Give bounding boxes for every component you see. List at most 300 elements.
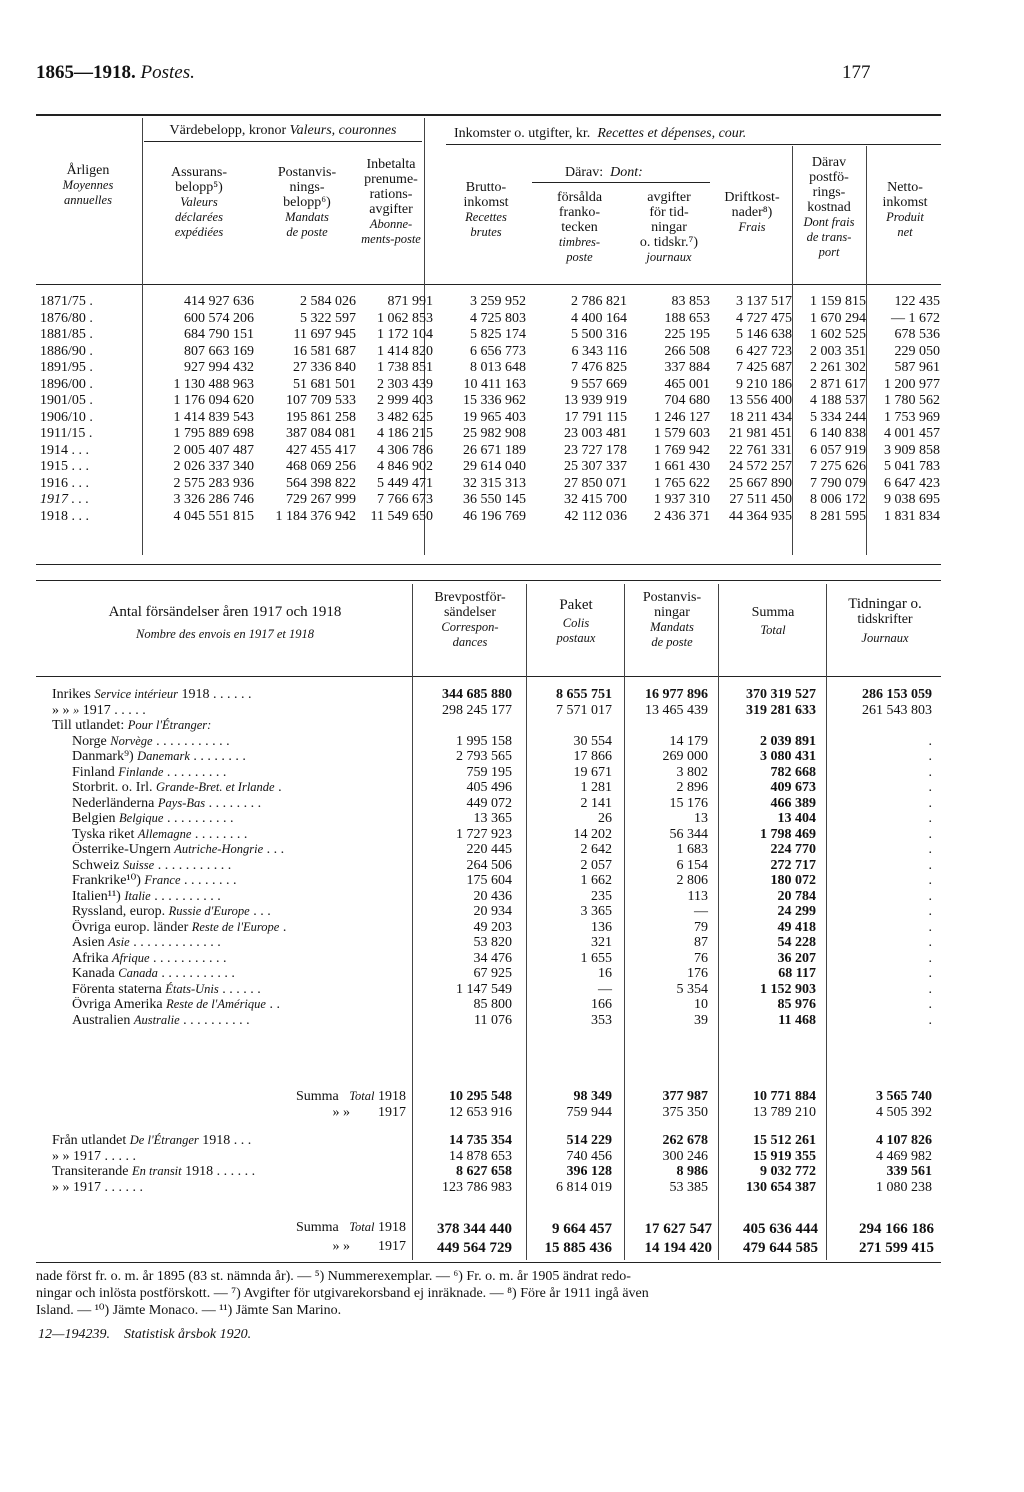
table-cell: 15 336 962	[463, 393, 526, 408]
sum-news: 3 565 740 4 505 392	[876, 1089, 932, 1120]
table-cell: 1 662	[580, 873, 612, 888]
table-cell: 759 195	[466, 764, 512, 780]
table-cell: 13 365	[473, 811, 512, 826]
table-cell: .	[928, 826, 932, 842]
col-header-total: Summa Total	[751, 605, 795, 637]
row-label-sv: Nederländerna	[72, 795, 155, 811]
table-cell: 1 159 815	[810, 294, 866, 309]
table-cell: 13	[694, 811, 708, 826]
row-label-year: . . . . . . . . . . .	[156, 733, 230, 749]
grand-parcels: 9 664 457 15 885 436	[544, 1221, 612, 1256]
table-cell: 79	[694, 919, 708, 935]
table-cell: 6 656 773	[470, 343, 526, 359]
row-label-fr: Asie	[108, 935, 130, 949]
table-cell: 85 976	[777, 997, 816, 1012]
table-cell: 9 210 186	[736, 376, 792, 392]
table-cell: —	[694, 904, 708, 919]
row-label	[52, 687, 402, 703]
table-cell: 10	[694, 997, 708, 1012]
table-cell: 3 080 431	[760, 749, 816, 764]
row-label-fr: »	[73, 702, 80, 717]
table-cell: 13 404	[777, 811, 816, 826]
table-cell: 1 995 158	[456, 733, 512, 749]
table-cell: 1 147 549	[456, 981, 512, 997]
table-cell: 14 735 354	[449, 1133, 512, 1148]
table-cell: 1906/10 .	[40, 409, 93, 425]
table-cell: 4 846 902	[377, 459, 433, 474]
row-label	[52, 827, 402, 843]
table-cell: 1 795 889 698	[173, 426, 254, 441]
table-cell: 23 003 481	[564, 426, 627, 441]
table-cell: 1 579 603	[654, 426, 710, 441]
table-cell: 44 364 935	[729, 508, 792, 524]
table-cell: .	[928, 873, 932, 888]
table-cell: 1 602 525	[810, 327, 866, 342]
divider	[142, 118, 143, 555]
row-label	[52, 951, 402, 967]
row-label	[52, 889, 402, 905]
row-label	[52, 1149, 402, 1165]
row-label	[52, 966, 402, 982]
row-label-sv: » »	[52, 702, 70, 718]
row-label-sv: Finland	[72, 764, 115, 780]
table-cell: 49 418	[777, 919, 816, 935]
row-label-year: 1917 . . . . .	[73, 1148, 136, 1164]
row-label-year: . . . . . . . . . . .	[153, 950, 227, 966]
table-cell: 1 414 839 543	[173, 409, 254, 425]
row-label-sv: Österrike-Ungern	[72, 842, 171, 857]
col-header-insured: Assurans- belopp⁵) Valeurs déclarées expédiées	[171, 165, 227, 239]
table-cell: 272 717	[770, 857, 816, 873]
table-cell	[626, 718, 708, 734]
table-cell: 1 281	[580, 780, 612, 795]
table-cell: 782 668	[770, 764, 816, 780]
row-label-fr: De l'Étranger	[129, 1133, 199, 1147]
row-label	[52, 1013, 402, 1029]
row-label	[52, 703, 402, 719]
col-header-postal-orders: Postanvis- nings- belopp⁶) Mandats de poste	[277, 165, 337, 239]
table-cell: 387 084 081	[286, 426, 356, 441]
sum-total: 10 771 884 13 789 210	[753, 1089, 816, 1120]
table-cell: 16	[598, 966, 612, 981]
row-label	[52, 765, 402, 781]
table-cell: 24 299	[777, 904, 816, 919]
group-header-values: Värdebelopp, kronor Valeurs, couronnes	[169, 123, 397, 138]
table-cell: 53 385	[669, 1179, 708, 1195]
table-cell: 466 389	[770, 795, 816, 811]
table-cell: 2 005 407 487	[173, 442, 254, 458]
table-cell: 5 825 174	[470, 327, 526, 342]
table-cell: 1911/15 .	[40, 426, 93, 441]
table-cell: 16 977 896	[645, 687, 708, 702]
table-cell: 27 850 071	[564, 475, 627, 491]
subscriptions-column	[356, 294, 433, 525]
table-cell: 266 508	[664, 343, 710, 359]
table-cell: 175 604	[466, 873, 512, 888]
table-cell: .	[928, 997, 932, 1012]
row-label-year: 1918 . . . . . .	[181, 687, 252, 702]
grand-total: 405 636 444 479 644 585	[743, 1221, 818, 1256]
table-cell: 9 557 669	[571, 376, 627, 392]
table-cell: .	[928, 950, 932, 966]
table-cell: .	[928, 764, 932, 780]
table-cell: 123 786 983	[442, 1179, 512, 1195]
table-cell: 6 140 838	[810, 426, 866, 441]
table-cell: 49 203	[473, 919, 512, 935]
row-label-year: . . . . . . . .	[184, 873, 237, 888]
col-header-parcels: Paket Colis postaux	[556, 597, 596, 645]
printer-mark: 12—194239. Statistisk årsbok 1920.	[38, 1327, 252, 1342]
parcels-column	[528, 687, 612, 1028]
row-label-sv: Afrika	[72, 950, 109, 966]
footnote-line-1: nade först fr. o. m. år 1895 (83 st. nämnda år). — ⁵) Nummerexemplar. — ⁶) Fr. o. m. år 1905 ändrat redo-	[36, 1269, 631, 1284]
header-rule-1	[36, 284, 941, 285]
row-label	[52, 997, 402, 1013]
row-label-sv: Från utlandet	[52, 1133, 127, 1148]
table-cell: 2 871 617	[810, 376, 866, 392]
table-cell: 3 326 286 746	[173, 492, 254, 507]
table-cell: 6 814 019	[556, 1179, 612, 1195]
row-label-fr: États-Unis	[165, 981, 219, 996]
table-cell: .	[928, 749, 932, 764]
table-cell: 1896/00 .	[40, 376, 93, 392]
col-header-expenses: Driftkost- nader⁸) Frais	[724, 190, 780, 234]
row-label-fr: Finlande	[118, 764, 164, 779]
grand-letters: 378 344 440 449 564 729	[437, 1221, 512, 1256]
row-label-sv: » »	[52, 1179, 70, 1195]
row-label-fr: Reste de l'Europe	[191, 919, 280, 934]
table-cell: 54 228	[777, 935, 816, 950]
table-cell: 32 415 700	[564, 492, 627, 507]
table-cell: 76	[694, 950, 708, 966]
row-label-year: . . . . . . . . . . .	[161, 966, 235, 981]
row-label	[52, 858, 402, 874]
table-cell: 1 062 853	[377, 310, 433, 326]
row-label	[52, 1180, 402, 1196]
table-cell: 1 184 376 942	[275, 508, 356, 524]
table-cell: 449 072	[466, 795, 512, 811]
table-cell: 18 211 434	[729, 409, 792, 425]
table-cell: 286 153 059	[862, 687, 932, 702]
table-cell: 2 303 439	[377, 376, 433, 392]
journal-fees-column	[628, 294, 710, 525]
table-cell: 8 627 658	[456, 1164, 512, 1179]
table-cell: 2 141	[580, 795, 612, 811]
table-cell: — 1 672	[891, 310, 940, 326]
table-cell: 1 738 851	[377, 360, 433, 375]
table-cell: 3 259 952	[470, 294, 526, 309]
row-label-fr: France	[144, 873, 181, 887]
table-cell: 17 791 115	[564, 409, 627, 425]
lower-parcels	[528, 1133, 612, 1195]
running-header-years: 1865—1918. Postes.	[36, 62, 195, 83]
table-cell: 14 179	[669, 733, 708, 749]
table-cell: 13 556 400	[729, 393, 792, 408]
row-label-sv: Italien¹¹)	[72, 888, 121, 904]
table-cell: 5 146 638	[736, 327, 792, 342]
table-cell: 5 322 597	[300, 310, 356, 326]
row-label-sv: Belgien	[72, 811, 116, 826]
table-cell: 2 436 371	[654, 508, 710, 524]
row-label-fr: Italie	[124, 888, 151, 903]
table-cell	[414, 718, 512, 734]
table-cell: 3 137 517	[736, 294, 792, 309]
row-label	[52, 811, 402, 827]
table-cell: 8 986	[676, 1164, 708, 1179]
table-cell: 224 770	[770, 842, 816, 857]
row-label	[52, 796, 402, 812]
table-cell: 261 543 803	[862, 702, 932, 718]
table-cell: 1 176 094 620	[173, 393, 254, 408]
table-cell: 36 207	[777, 950, 816, 966]
row-label	[52, 842, 402, 858]
table-cell: 27 511 450	[729, 492, 792, 507]
table-cell: .	[928, 857, 932, 873]
col-header-subscriptions: Inbetalta prenume- rations- avgifter Abonne- ments-poste	[361, 157, 421, 246]
table-cell: 87	[694, 935, 708, 950]
table-cell: 6 154	[676, 857, 708, 873]
table-cell: 68 117	[778, 966, 816, 981]
row-label-sv: Förenta staterna	[72, 981, 162, 997]
table-cell: 2 642	[580, 842, 612, 857]
page-number: 177	[842, 62, 871, 83]
lower-total	[720, 1133, 816, 1195]
table-cell: 3 482 625	[377, 409, 433, 425]
table-cell: 24 572 257	[729, 459, 792, 474]
row-label-fr: Afrique	[112, 950, 150, 965]
row-label-year: . . . . . . . .	[194, 826, 248, 842]
table-cell: 1 172 104	[377, 327, 433, 342]
table-cell: 11 076	[474, 1012, 512, 1028]
row-label-fr: Pays-Bas	[157, 795, 206, 810]
table-cell: 53 820	[473, 935, 512, 950]
table-cell: 1876/80 .	[40, 310, 93, 326]
row-label-fr: Grande-Bret. et Irlande	[156, 780, 275, 794]
table-cell: 7 790 079	[810, 475, 866, 491]
table-cell: 1 080 238	[876, 1179, 932, 1195]
table-cell: .	[928, 888, 932, 904]
table-cell: 6 057 919	[810, 442, 866, 458]
table-cell: 4 186 215	[377, 426, 433, 441]
row-label-year: . . .	[266, 842, 285, 857]
table-cell: 8 655 751	[556, 687, 612, 702]
table-cell: 83 853	[671, 294, 710, 309]
table-cell: 130 654 387	[746, 1179, 816, 1195]
divider	[624, 584, 625, 1260]
table-cell: 225 195	[664, 327, 710, 342]
col-header-letters: Brevpostför- sändelser Correspon- dances	[434, 590, 506, 649]
table-cell: 136	[591, 919, 612, 935]
row-label-fr: Russie d'Europe	[168, 904, 250, 918]
table-cell: 21 981 451	[729, 426, 792, 441]
row-label	[52, 780, 402, 796]
footnotes	[36, 1268, 946, 1343]
row-label-fr: Reste de l'Amérique	[166, 997, 266, 1011]
row-label-year: 1918 . . . . . .	[185, 1164, 256, 1179]
col-header-year: Årligen Moyennes annuelles	[62, 163, 114, 207]
table-cell: 229 050	[894, 343, 940, 359]
table-cell: 2 003 351	[810, 343, 866, 359]
table-cell: 1914 . . .	[40, 442, 89, 458]
table-cell: 2 896	[676, 780, 708, 795]
table-cell: 4 001 457	[884, 426, 940, 441]
table-cell: 220 445	[466, 842, 512, 857]
table-cell: 1 655	[580, 950, 612, 966]
table-cell: 195 861 258	[286, 409, 356, 425]
table-cell: 344 685 880	[442, 687, 512, 702]
col-header-journal-fees: avgifter för tid- ningar o. tidskr.⁷) journaux	[639, 190, 699, 264]
table-cell: 20 784	[777, 888, 816, 904]
newspapers-column	[828, 687, 932, 1028]
table-cell: 1901/05 .	[40, 393, 93, 408]
table-cell: 11 697 945	[293, 327, 356, 342]
table-cell: 409 673	[770, 780, 816, 795]
divider	[826, 584, 827, 1260]
year-column	[40, 294, 140, 525]
grand-label-block: Summa Total 1918 » » 1917	[295, 1220, 406, 1254]
table-cell: 2 793 565	[456, 749, 512, 764]
table-cell: .	[928, 811, 932, 826]
row-label	[52, 749, 402, 765]
table-cell: 14 878 653	[449, 1148, 512, 1164]
sum-label-block: Summa Total 1918 » » 1917	[295, 1089, 406, 1120]
table-cell: 1 765 622	[654, 475, 710, 491]
table-cell: 235	[591, 888, 612, 904]
sum-letters: 10 295 548 12 653 916	[449, 1089, 512, 1120]
footnote-line-3: Island. — ¹⁰) Jämte Monaco. — ¹¹) Jämte San Marino.	[36, 1303, 342, 1318]
table-cell: 3 909 858	[884, 442, 940, 458]
row-label-fr: Norvège	[110, 733, 153, 748]
row-label	[52, 935, 402, 951]
table-cell: 927 994 432	[184, 360, 254, 375]
table-cell: 46 196 769	[463, 508, 526, 524]
table-cell: 264 506	[466, 857, 512, 873]
table-cell: .	[928, 935, 932, 950]
table-cell: 8 006 172	[810, 492, 866, 507]
col-header-net: Netto- inkomst Produit net	[882, 180, 928, 239]
table-cell: 2 786 821	[571, 294, 627, 309]
table-cell: 176	[687, 966, 708, 981]
table-cell: 4 045 551 815	[173, 508, 254, 524]
table-cell: 2 806	[676, 873, 708, 888]
table-cell: 19 965 403	[463, 409, 526, 425]
col-header-gross: Brutto- inkomst Recettes brutes	[463, 180, 509, 239]
row-label	[52, 920, 402, 936]
row-label-year: . . . . . .	[222, 981, 261, 997]
table-cell: 1 130 488 963	[173, 376, 254, 392]
row-label-year: . . . . . . . . . .	[166, 811, 234, 826]
insured-column	[144, 294, 254, 525]
row-label	[52, 734, 402, 750]
table-cell: 1 414 820	[377, 343, 433, 359]
table-cell: 1871/75 .	[40, 294, 93, 309]
row-label-fr: Autriche-Hongrie	[174, 842, 264, 856]
row-label-sv: Övriga Amerika	[72, 997, 163, 1012]
row-label-fr: Belgique	[119, 811, 164, 825]
row-label-sv: Storbrit. o. Irl.	[72, 780, 153, 795]
col-header-transport: Därav postfö- rings- kostnad Dont frais de trans- port	[803, 155, 855, 259]
table-cell: 16 581 687	[293, 343, 356, 359]
table-cell: 9 038 695	[884, 492, 940, 507]
orders-column	[626, 687, 708, 1028]
gross-column	[436, 294, 526, 525]
table-cell: 2 261 302	[810, 360, 866, 375]
table-cell: 2 999 403	[377, 393, 433, 408]
table-cell: 188 653	[664, 310, 710, 326]
table-cell: 4 306 786	[377, 442, 433, 458]
table-cell: 684 790 151	[184, 327, 254, 342]
table-cell: .	[928, 795, 932, 811]
header-rule-2	[36, 676, 941, 677]
table-cell: 15 512 261	[753, 1133, 816, 1148]
row-label-sv: Australien	[72, 1012, 131, 1028]
row-label-sv: Ryssland, europ.	[72, 904, 166, 919]
footnote-rule	[36, 1262, 941, 1263]
row-label-year: .	[282, 919, 287, 935]
divider	[412, 584, 413, 1260]
col-header-stamps: försålda franko- tecken timbres- poste	[556, 190, 603, 264]
row-labels	[52, 687, 402, 1028]
row-label-year: . . . . . . . . .	[166, 764, 227, 780]
row-label	[52, 718, 402, 734]
table-cell: 1917 . . .	[40, 492, 89, 507]
row-label-fr: Service intérieur	[94, 687, 179, 701]
divider	[526, 584, 527, 1260]
row-label-year: . . . . . . . .	[193, 749, 246, 764]
table-cell: 465 001	[664, 376, 710, 392]
row-label-sv: Kanada	[72, 966, 115, 981]
table-cell: .	[928, 1012, 932, 1028]
grand-orders: 17 627 547 14 194 420	[644, 1221, 712, 1256]
group-rule-values	[144, 141, 422, 142]
divider	[718, 584, 719, 1260]
table-cell: 2 026 337 340	[173, 459, 254, 474]
table-cell: 807 663 169	[184, 343, 254, 359]
table-cell: 27 336 840	[293, 360, 356, 375]
table-cell: 85 800	[473, 997, 512, 1012]
row-label-sv: Danmark⁹)	[72, 749, 134, 764]
table-cell: 1 769 942	[654, 442, 710, 458]
group-header-income: Inkomster o. utgifter, kr. Recettes et dépenses, cour.	[454, 126, 747, 141]
table-cell: 13 939 919	[564, 393, 627, 408]
table-cell: 23 727 178	[564, 442, 627, 458]
table-cell: 20 436	[473, 888, 512, 904]
table-cell: 180 072	[770, 873, 816, 888]
col-header-postal-orders-2: Postanvis- ningar Mandats de poste	[642, 590, 702, 649]
table-cell	[528, 718, 612, 734]
table-cell: 32 315 313	[463, 475, 526, 491]
table-cell: 678 536	[894, 327, 940, 342]
row-label	[52, 1164, 402, 1180]
table-cell: 405 496	[466, 780, 512, 795]
stamps-column	[530, 294, 627, 525]
table-cell: 20 934	[473, 904, 512, 919]
table-cell: 5 334 244	[810, 409, 866, 425]
table-cell: 29 614 040	[463, 459, 526, 474]
table-cell: 1886/90 .	[40, 343, 93, 359]
table-cell: 339 561	[886, 1164, 932, 1179]
table-cell: 39	[694, 1012, 708, 1028]
table-cell: 3 365	[580, 904, 612, 919]
table-cell: 13 465 439	[645, 702, 708, 718]
table-cell: 370 319 527	[746, 687, 816, 702]
table-cell	[720, 718, 816, 734]
expenses-column	[706, 294, 792, 525]
table-cell: 10 411 163	[463, 376, 526, 392]
row-label-sv: Övriga europ. länder	[72, 919, 189, 935]
sum-parcels: 98 349 759 944	[566, 1089, 612, 1120]
table-cell: .	[928, 842, 932, 857]
